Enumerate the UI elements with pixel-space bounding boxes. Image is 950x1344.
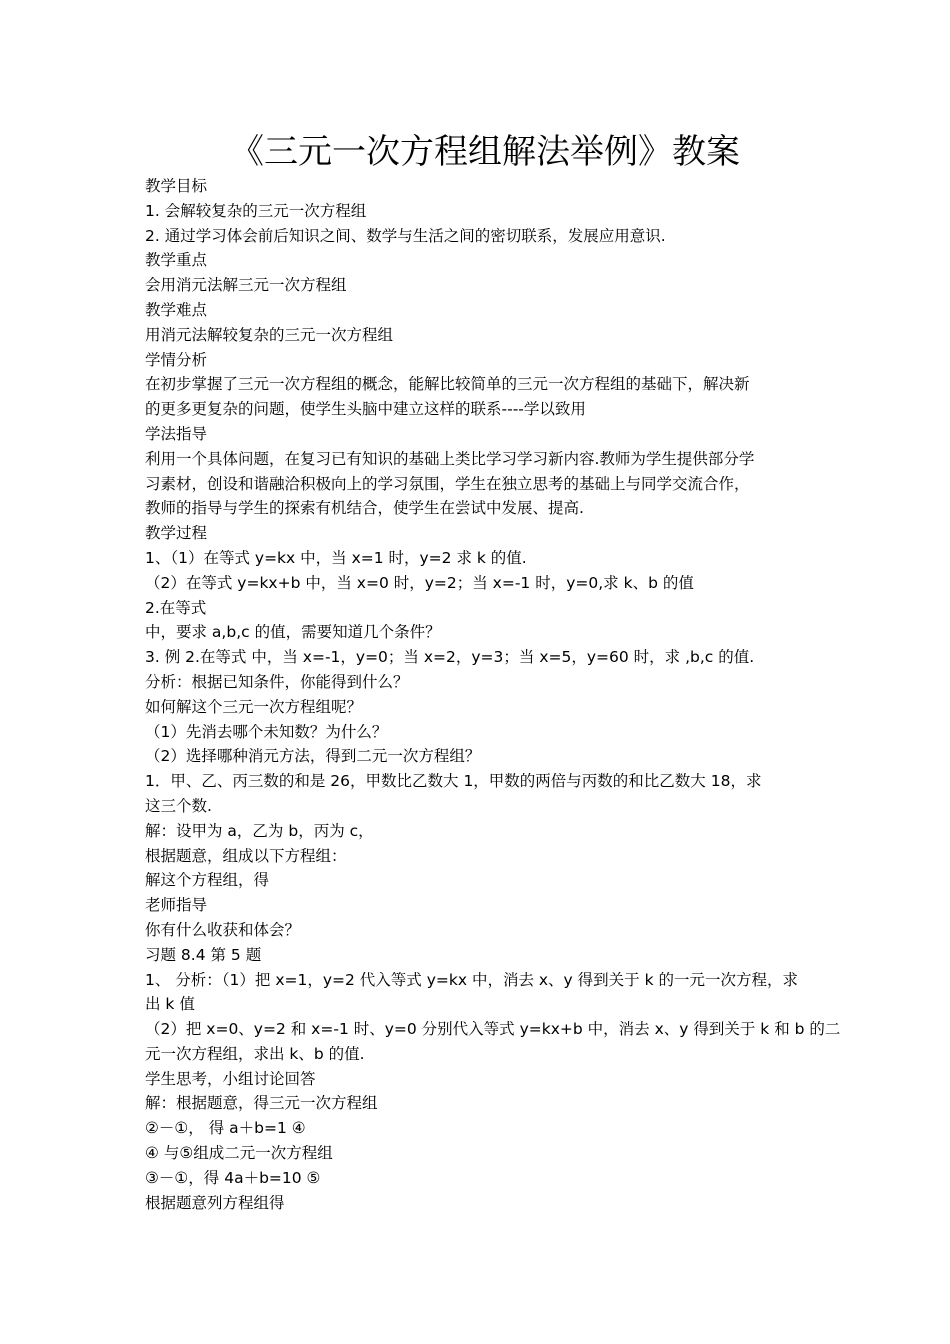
paragraph-line: 中，要求 a,b,c 的值，需要知道几个条件？ [145, 623, 441, 642]
paragraph-line: 出 k 值 [145, 995, 195, 1014]
paragraph-line: 利用一个具体问题，在复习已有知识的基础上类比学习学习新内容.教师为学生提供部分学 [145, 449, 755, 468]
section-heading: 教学目标 [145, 177, 208, 195]
section-heading: 学情分析 [145, 350, 208, 369]
paragraph-line: ②－①， 得 a＋b=1 ④ [145, 1119, 306, 1138]
paragraph-line: 解：根据题意，得三元一次方程组 [145, 1094, 378, 1113]
paragraph-line: ③－①，得 4a＋b=10 ⑤ [145, 1168, 321, 1187]
paragraph-line: 习素材，创设和谐融洽积极向上的学习氛围，学生在独立思考的基础上与同学交流合作， [145, 474, 750, 493]
paragraph-line: 会用消元法解三元一次方程组 [145, 276, 347, 295]
paragraph-line: 用消元法解较复杂的三元一次方程组 [145, 325, 394, 344]
paragraph-line: 元一次方程组，求出 k、b 的值. [145, 1044, 365, 1063]
paragraph-line: 这三个数. [145, 796, 212, 815]
section-heading: 教学难点 [145, 300, 208, 319]
paragraph-line: 1. 会解较复杂的三元一次方程组 [145, 201, 367, 220]
paragraph-line: 3. 例 2.在等式 中，当 x=-1，y=0；当 x=2，y=3；当 x=5，y=60 时，求 ,b,c 的值. [145, 648, 755, 667]
paragraph-line: 解这个方程组，得 [145, 871, 270, 890]
paragraph-line: 学生思考，小组讨论回答 [145, 1069, 316, 1088]
paragraph-line: 习题 8.4 第 5 题 [145, 945, 262, 964]
paragraph-line: （1）先消去哪个未知数？为什么？ [145, 722, 388, 741]
paragraph-line: 2. 通过学习体会前后知识之间、数学与生活之间的密切联系，发展应用意识. [145, 226, 666, 245]
paragraph-line: 2.在等式 [145, 598, 207, 617]
section-heading: 教学过程 [145, 524, 208, 543]
document-body [145, 174, 841, 1215]
section-heading: 学法指导 [145, 424, 208, 443]
paragraph-line: （2）在等式 y=kx+b 中，当 x=0 时，y=2；当 x=-1 时，y=0,求 k、b 的值 [145, 573, 694, 592]
paragraph-line: 1、（1）在等式 y=kx 中，当 x=1 时，y=2 求 k 的值. [145, 548, 527, 567]
document-title: 《三元一次方程组解法举例》教案 [230, 132, 740, 172]
paragraph-line: 分析：根据已知条件，你能得到什么？ [145, 672, 409, 691]
paragraph-line: 1．甲、乙、丙三数的和是 26，甲数比乙数大 1，甲数的两倍与丙数的和比乙数大 18，求 [145, 772, 762, 791]
paragraph-line: （2）选择哪种消元方法，得到二元一次方程组？ [145, 747, 481, 766]
paragraph-line: 如何解这个三元一次方程组呢？ [145, 697, 363, 716]
paragraph-line: 教师的指导与学生的探索有机结合，使学生在尝试中发展、提高. [145, 499, 584, 518]
paragraph-line: （2）把 x=0、y=2 和 x=-1 时、y=0 分别代入等式 y=kx+b 中，消去 x、y 得到关于 k 和 b 的二 [145, 1020, 841, 1039]
paragraph-line: 解：设甲为 a，乙为 b，丙为 c， [145, 821, 374, 840]
paragraph-line: ④ 与⑤组成二元一次方程组 [145, 1144, 333, 1163]
section-heading: 教学重点 [145, 251, 208, 270]
section-heading: 老师指导 [145, 896, 208, 915]
paragraph-line: 根据题意列方程组得 [145, 1193, 285, 1212]
paragraph-line: 根据题意，组成以下方程组： [145, 846, 347, 865]
paragraph-line: 1、 分析：（1）把 x=1，y=2 代入等式 y=kx 中，消去 x、y 得到关于 k 的一元一次方程，求 [145, 970, 798, 989]
paragraph-line: 你有什么收获和体会？ [145, 920, 301, 939]
paragraph-line: 在初步掌握了三元一次方程组的概念，能解比较简单的三元一次方程组的基础下，解决新 [145, 375, 750, 394]
paragraph-line: 的更多更复杂的问题，使学生头脑中建立这样的联系----学以致用 [145, 400, 586, 419]
